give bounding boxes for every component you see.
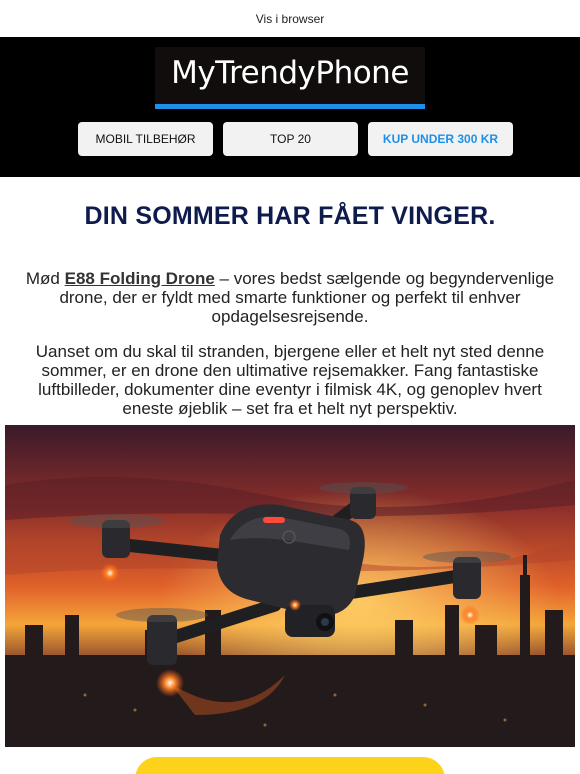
body-paragraph: Uanset om du skal til stranden, bjergene eller et helt nyt sted denne sommer, er en drone den ultimative rejsemakker. Fang fantastiske luftbilleder, dokumenter dine eventyr i filmisk 4K, og genoplev hvert eneste øjeblik – set fra et helt nyt perspektiv. [35, 342, 545, 418]
logo-underline [155, 104, 425, 109]
nav-deals-under-300-button[interactable]: KUP UNDER 300 KR [368, 122, 513, 156]
hero-drone-image[interactable] [5, 425, 575, 747]
headline: DIN SOMMER HAR FÅET VINGER. [84, 202, 496, 230]
intro-prefix: Mød [25, 269, 65, 288]
product-link[interactable]: E88 Folding Drone [64, 269, 215, 288]
logo-text: MyTrendyPhone [171, 55, 409, 91]
logo[interactable] [155, 47, 425, 109]
intro-paragraph [0, 269, 580, 326]
nav-mobile-accessories-button[interactable]: MOBIL TILBEHØR [78, 122, 213, 156]
header [0, 37, 580, 177]
nav-bar [78, 122, 508, 156]
top-bar [0, 0, 580, 37]
drone-illustration [5, 425, 575, 747]
cta-button[interactable] [135, 757, 445, 774]
intro-suffix: – vores bedst sælgende og begyndervenlige drone, der er fyldt med smarte funktioner og perfekt til enhver opdagelsesrejsende. [59, 269, 555, 326]
nav-top-20-button[interactable]: TOP 20 [223, 122, 358, 156]
view-in-browser-link[interactable]: Vis i browser [255, 11, 325, 26]
